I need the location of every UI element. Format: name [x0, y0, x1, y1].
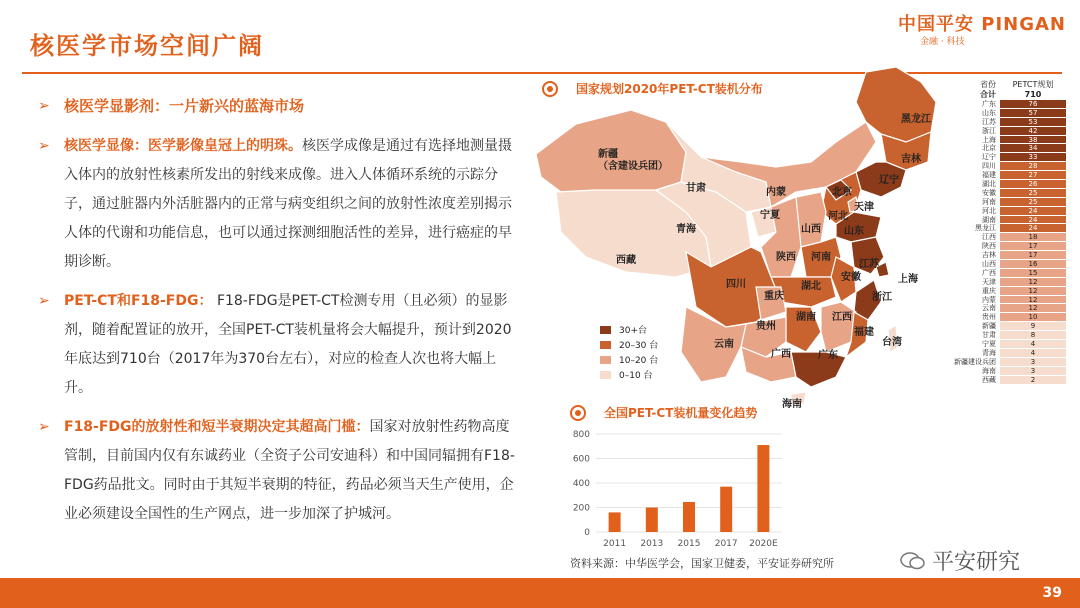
province-name: 贵州	[982, 313, 996, 322]
province-value: 3	[1000, 358, 1066, 367]
legend-item	[600, 352, 658, 367]
province-name: 青海	[982, 348, 996, 357]
map-label: 新疆（含建设兵团）	[598, 149, 668, 172]
province-value: 12	[1000, 278, 1066, 287]
x-tick-label: 2013	[640, 539, 664, 549]
trend-title: 全国PET-CT装机量变化趋势	[604, 406, 758, 420]
province-table	[950, 80, 1066, 385]
wechat-watermark	[900, 545, 1020, 576]
table-row	[950, 109, 1066, 118]
map-label: 福建	[854, 327, 874, 338]
bullet-text: 核医学成像是通过有选择地测量摄入体内的放射性核素所发出的射线来成像。进入人体循环系统的示踪分子，通过脏器内外活脏器内的正常与病变组织之间的放射性浓度差别揭示人体的代谢和功能信息，也可以通过探测细胞活性的差异，进行癌症的早期诊断。	[64, 138, 512, 270]
table-row	[950, 296, 1066, 305]
bar-2011	[609, 512, 621, 532]
x-tick-label: 2017	[714, 539, 738, 549]
logo-text: 中国平安 PINGAN	[898, 14, 1066, 35]
y-tick-label: 0	[584, 528, 590, 538]
arrow-icon: ➢	[38, 138, 50, 154]
col-province: 省份	[980, 80, 996, 89]
wechat-icon	[900, 551, 926, 571]
y-tick-label: 600	[572, 454, 590, 465]
bullet-item	[38, 132, 518, 277]
province-value: 12	[1000, 296, 1066, 305]
province-name: 山西	[982, 260, 996, 269]
table-row	[950, 118, 1066, 127]
total-label: 合计	[980, 90, 996, 99]
bar-2017	[720, 487, 732, 532]
map-label: 云南	[714, 339, 734, 350]
province-value: 24	[1000, 207, 1066, 216]
bullet-item	[38, 92, 518, 122]
map-label: 重庆	[764, 291, 784, 302]
trend-section-header	[570, 404, 757, 421]
province-name: 陕西	[982, 242, 996, 251]
map-label: 吉林	[901, 154, 921, 165]
province-value: 76	[1000, 100, 1066, 109]
bullet-text: 国家对放射性药物高度管制，目前国内仅有东诚药业（全资子公司安迪科）和中国同辐拥有F18-FDG药品批文。同时由于其短半衰期的特征，药品必须当天生产使用，企业必须建设全国性的生产网点，进一步加深了护城河。	[64, 419, 515, 522]
legend-swatch	[600, 341, 611, 349]
province-value: 25	[1000, 189, 1066, 198]
province-name: 天津	[982, 277, 996, 286]
bullet-item	[38, 413, 518, 529]
legend-item	[600, 337, 658, 352]
province-name: 宁夏	[982, 340, 996, 349]
province-name: 河南	[982, 197, 996, 206]
map-label: 台湾	[882, 337, 902, 348]
province-name: 甘肃	[982, 331, 996, 340]
table-row	[950, 242, 1066, 251]
province-name: 湖北	[982, 180, 996, 189]
province-name: 浙江	[982, 126, 996, 135]
province-name: 四川	[982, 162, 996, 171]
wechat-name: 平安研究	[932, 550, 1021, 575]
bullet-head: 核医学显影剂：一片新兴的蓝海市场	[64, 97, 305, 115]
table-row	[950, 153, 1066, 162]
province-name: 广西	[982, 268, 996, 277]
arrow-icon: ➢	[38, 419, 50, 435]
map-label: 海南	[782, 399, 802, 410]
target-icon	[570, 405, 586, 421]
legend-label: 10–20 台	[619, 356, 659, 366]
map-label: 黑龙江	[901, 114, 931, 125]
province-name: 辽宁	[982, 153, 996, 162]
map-label: 山西	[801, 224, 821, 235]
arrow-icon: ➢	[38, 293, 50, 309]
bullet-list	[38, 92, 518, 539]
map-label: 陕西	[776, 252, 796, 263]
province-name: 云南	[982, 304, 996, 313]
province-name: 北京	[982, 144, 996, 153]
legend-item	[600, 322, 658, 337]
province-name: 福建	[982, 171, 996, 180]
map-label: 山东	[844, 226, 864, 237]
data-source: 资料来源：中华医学会，国家卫健委，平安证券研究所	[570, 557, 834, 570]
bar-2020E	[757, 445, 769, 532]
province-value: 12	[1000, 304, 1066, 313]
province-value: 18	[1000, 233, 1066, 242]
map-label: 甘肃	[686, 183, 706, 194]
province-name: 广东	[982, 100, 996, 108]
province-value: 17	[1000, 242, 1066, 251]
map-label: 浙江	[872, 292, 892, 303]
table-row	[950, 340, 1066, 349]
page-number: 39	[1042, 585, 1062, 601]
province-value: 8	[1000, 331, 1066, 340]
map-label: 湖南	[796, 312, 816, 323]
map-label: 内蒙	[766, 187, 786, 198]
table-row	[950, 278, 1066, 287]
table-row	[950, 304, 1066, 313]
province-name: 吉林	[982, 251, 996, 260]
bullet-text: F18-FDG是PET-CT检测专用（且必须）的显影剂，随着配置证的放开，全国PET-CT装机量将会大幅提升，预计到2020年底达到710台（2017年为370台左右），对应的检查人次也将大幅上升。	[64, 293, 512, 396]
table-row	[950, 358, 1066, 367]
province-value: 2	[1000, 376, 1066, 385]
province-name: 新疆建设兵团	[954, 357, 996, 366]
legend-label: 20–30 台	[619, 341, 659, 351]
province-value: 42	[1000, 127, 1066, 136]
province-value: 9	[1000, 322, 1066, 331]
map-label: 上海	[898, 274, 918, 285]
map-label: 西藏	[616, 255, 636, 266]
table-row	[950, 287, 1066, 296]
footer-bar	[0, 578, 1080, 608]
province-value: 4	[1000, 340, 1066, 349]
province-name: 新疆	[982, 322, 996, 331]
province-value: 17	[1000, 251, 1066, 260]
table-row	[950, 198, 1066, 207]
legend-swatch	[600, 371, 611, 379]
province-name: 湖南	[982, 215, 996, 224]
table-row	[950, 180, 1066, 189]
province-name: 重庆	[982, 286, 996, 295]
map-label: 天津	[854, 202, 874, 213]
col-petct: PETCT规划	[1012, 80, 1054, 89]
province-value: 34	[1000, 144, 1066, 153]
province-value: 15	[1000, 269, 1066, 278]
y-tick-label: 400	[572, 479, 590, 489]
table-row	[950, 331, 1066, 340]
table-row	[950, 162, 1066, 171]
province-name: 山东	[982, 108, 996, 117]
page-title: 核医学市场空间广阔	[30, 32, 264, 60]
table-row	[950, 376, 1066, 385]
province-value: 38	[1000, 136, 1066, 145]
province-value: 25	[1000, 198, 1066, 207]
x-tick-label: 2020E	[749, 539, 778, 549]
y-tick-label: 800	[572, 430, 590, 440]
map-title: 国家规划2020年PET-CT装机分布	[576, 82, 763, 96]
map-legend	[600, 322, 658, 382]
province-value: 57	[1000, 109, 1066, 118]
table-row	[950, 349, 1066, 358]
province-name: 上海	[982, 135, 996, 144]
province-value: 27	[1000, 171, 1066, 180]
table-row	[950, 189, 1066, 198]
table-row	[950, 313, 1066, 322]
x-tick-label: 2015	[677, 539, 701, 549]
map-label: 北京	[832, 187, 852, 198]
province-value: 3	[1000, 367, 1066, 376]
table-row	[950, 171, 1066, 180]
table-total-row	[950, 90, 1066, 100]
province-value: 24	[1000, 216, 1066, 225]
table-body	[950, 100, 1066, 385]
map-label: 江苏	[859, 259, 879, 270]
table-row	[950, 136, 1066, 145]
map-label: 河南	[811, 252, 831, 263]
bullet-item	[38, 287, 518, 403]
total-value: 710	[1024, 90, 1042, 99]
province-name: 江西	[982, 233, 996, 242]
table-row	[950, 260, 1066, 269]
map-label: 江西	[832, 312, 852, 323]
map-label: 青海	[676, 224, 696, 235]
arrow-icon: ➢	[38, 98, 50, 114]
province-value: 53	[1000, 118, 1066, 127]
bullet-head: F18-FDG的放射性和短半衰期决定其超高门槛：	[64, 419, 370, 435]
province-value: 24	[1000, 224, 1066, 233]
table-row	[950, 216, 1066, 225]
legend-swatch	[600, 356, 611, 364]
province-name: 黑龙江	[975, 224, 996, 233]
map-label: 广西	[771, 349, 791, 360]
legend-label: 0–10 台	[619, 371, 653, 381]
map-label: 河北	[828, 211, 848, 222]
province-value: 28	[1000, 162, 1066, 171]
map-label: 贵州	[756, 321, 776, 332]
table-row	[950, 207, 1066, 216]
table-row	[950, 233, 1066, 242]
x-tick-label: 2011	[603, 539, 627, 549]
province-value: 16	[1000, 260, 1066, 269]
legend-swatch	[600, 326, 611, 334]
y-tick-label: 200	[572, 503, 590, 514]
trend-bar-chart	[560, 424, 790, 554]
map-label: 安徽	[841, 272, 861, 283]
province-name: 安徽	[982, 188, 996, 197]
table-row	[950, 224, 1066, 233]
map-label: 宁夏	[760, 210, 780, 221]
map-label: 广东	[818, 350, 838, 361]
province-value: 33	[1000, 153, 1066, 162]
province-value: 10	[1000, 313, 1066, 322]
table-row	[950, 322, 1066, 331]
table-header	[950, 80, 1066, 90]
province-value: 26	[1000, 180, 1066, 189]
map-label: 四川	[726, 279, 746, 290]
province-name: 西藏	[982, 375, 996, 384]
legend-item	[600, 367, 658, 382]
province-value: 4	[1000, 349, 1066, 358]
province-name: 江苏	[982, 117, 996, 126]
province-value: 12	[1000, 287, 1066, 296]
map-label: 湖北	[801, 281, 821, 292]
table-row	[950, 367, 1066, 376]
china-map	[536, 62, 946, 420]
bullet-head: 核医学显像：医学影像皇冠上的明珠。	[64, 138, 302, 154]
bullet-head: PET-CT和F18-FDG：	[64, 293, 213, 309]
logo-subtext: 金融 · 科技	[920, 37, 965, 47]
table-row	[950, 127, 1066, 136]
province-name: 内蒙	[982, 295, 996, 304]
bar-2015	[683, 502, 695, 532]
province-name: 河北	[982, 206, 996, 215]
pingan-logo	[898, 10, 1066, 47]
table-row	[950, 251, 1066, 260]
legend-label: 30+台	[619, 326, 647, 336]
map-label: 辽宁	[879, 175, 899, 186]
table-row	[950, 269, 1066, 278]
province-name: 海南	[982, 366, 996, 375]
bar-2013	[646, 508, 658, 533]
table-row	[950, 100, 1066, 109]
table-row	[950, 144, 1066, 153]
